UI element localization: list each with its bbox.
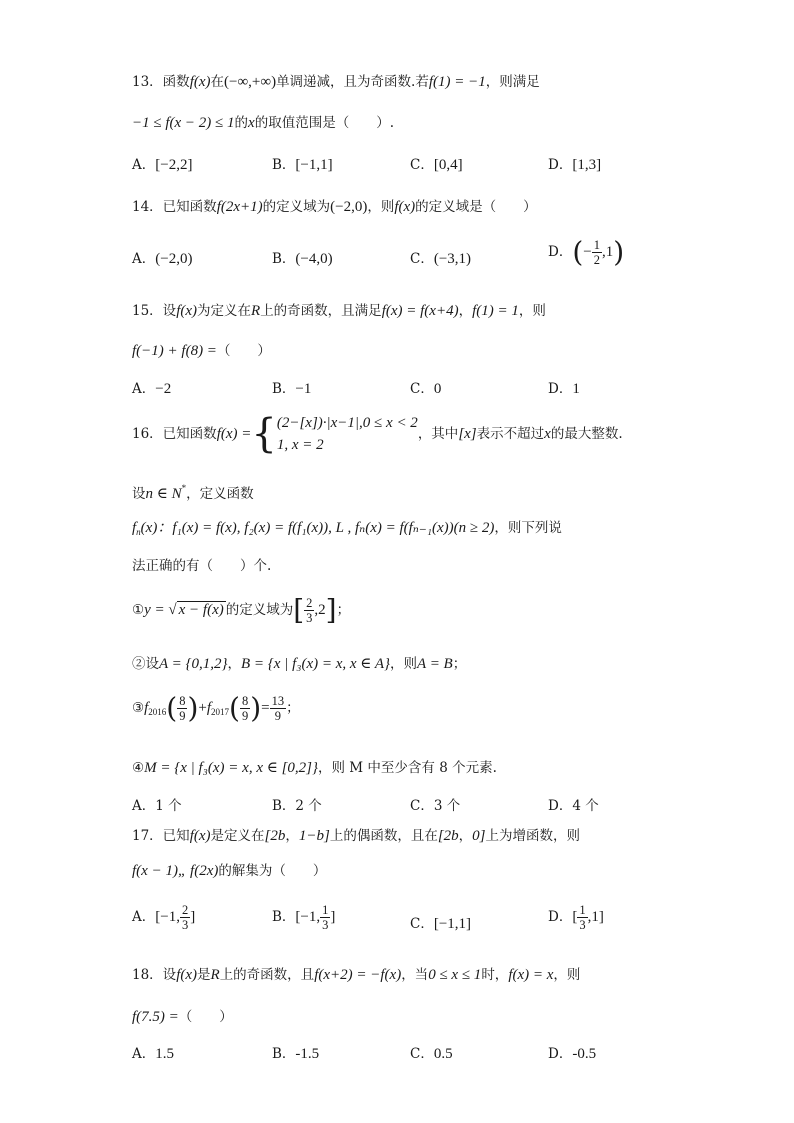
q14-option-a[interactable] <box>132 248 192 270</box>
q16-text-e: 设 <box>132 486 146 502</box>
q16-item1-marker: ① <box>132 602 145 618</box>
option-label: C． <box>410 381 434 397</box>
q13-option-d[interactable] <box>548 154 601 176</box>
q16-case2: 1, x = 2 <box>276 437 324 453</box>
option-label: D． <box>548 381 573 397</box>
q14-option-d[interactable] <box>548 235 625 269</box>
q17-line1 <box>132 825 732 847</box>
q15-text-f: （ ） <box>216 343 271 359</box>
q16-fx: f(x) = <box>216 426 252 442</box>
q15-option-c[interactable] <box>410 378 441 400</box>
q13-line2 <box>132 112 732 134</box>
q16-nN: n ∈ N <box>145 486 182 502</box>
option-text: (−2,0) <box>155 251 193 267</box>
bracket-right: ] <box>325 593 337 627</box>
option-label: B． <box>272 798 296 814</box>
numerator: 13 <box>271 694 285 708</box>
option-label: B． <box>272 1046 296 1062</box>
plus-sign: + <box>198 700 207 716</box>
option-pre: [ <box>572 909 578 925</box>
q17-text-a: 17．已知 <box>132 828 190 844</box>
q17-text-g: 的解集为（ ） <box>218 863 327 879</box>
q13-text-f: 的取值范围是（ ）. <box>254 115 394 131</box>
q16-item3-sub1: 2016 <box>148 707 167 717</box>
q16-item3-f2: f <box>206 700 212 716</box>
option-label: B． <box>272 909 296 925</box>
q17-text-d: 上的偶函数，且在 <box>329 828 438 844</box>
q15-R: R <box>251 303 261 319</box>
denominator: 9 <box>274 709 282 723</box>
q16-item2 <box>132 653 732 675</box>
q16-text-d: 的最大整数. <box>550 426 623 442</box>
q14-text-c: ，则 <box>367 199 395 215</box>
q16-line2 <box>132 477 732 505</box>
option-text: 0.5 <box>433 1046 453 1062</box>
option-label: D． <box>548 798 573 814</box>
q18-R: R <box>210 967 220 983</box>
q16-option-a[interactable] <box>132 795 182 817</box>
q17-sep1: ， <box>285 828 299 844</box>
q18-text-d: ，当 <box>401 967 429 983</box>
q16-text-g: ，则下列说 <box>494 520 562 536</box>
option-text: -0.5 <box>572 1046 597 1062</box>
denominator: 3 <box>306 611 313 625</box>
option-label: B． <box>272 381 296 397</box>
q18-option-d[interactable] <box>548 1043 596 1065</box>
option-label: A． <box>132 157 156 173</box>
option-text: [−2,2] <box>155 157 193 173</box>
q18-text-f: ，则 <box>553 967 581 983</box>
q16-line4 <box>132 555 732 577</box>
option-text: 3 个 <box>433 798 461 814</box>
q16-item1-text: 的定义域为 <box>225 602 294 618</box>
q15-line2 <box>132 340 732 362</box>
fraction <box>270 694 287 723</box>
fraction <box>304 596 314 625</box>
q16-item4 <box>132 757 732 779</box>
numerator: 8 <box>179 694 186 708</box>
option-label: A． <box>132 381 156 397</box>
option-text: −2 <box>155 381 172 397</box>
q16-text-h: 法正确的有（ ）个. <box>132 558 272 574</box>
sqrt-sign: √ <box>168 602 177 618</box>
q14-text-d: 的定义域是（ ） <box>415 199 537 215</box>
option-text: 1 <box>572 381 580 397</box>
option-label: C． <box>410 157 434 173</box>
q16-item1-y: y = <box>144 602 169 618</box>
q15-option-b[interactable] <box>272 378 311 400</box>
paren-left: ( <box>572 235 584 269</box>
option-label: C． <box>410 798 434 814</box>
q18-text-g: （ ） <box>178 1009 233 1025</box>
q16-option-d[interactable] <box>548 795 599 817</box>
q16-set-B: B = {x | f₃(x) = x, x ∈ A} <box>241 656 391 672</box>
denominator: 3 <box>181 918 189 932</box>
paren-right: ) <box>250 691 262 725</box>
q16-item1-end: ； <box>336 602 351 618</box>
q13-text-d: ，则满足 <box>485 74 540 90</box>
q13-text-e: 的 <box>234 115 249 131</box>
q14-line1 <box>132 196 732 218</box>
q16-item2-text: ，则 <box>390 656 418 672</box>
option-text: −1 <box>295 381 312 397</box>
q15-option-a[interactable] <box>132 378 171 400</box>
q15-text-e: ，则 <box>518 303 546 319</box>
q18-condition: 0 ≤ x ≤ 1 <box>428 967 482 983</box>
fraction <box>177 694 187 723</box>
q17-option-b[interactable] <box>272 903 335 932</box>
q17-interval2-right: 0] <box>472 828 486 844</box>
q13-condition: f(1) = −1 <box>428 74 486 90</box>
option-text: (−3,1) <box>433 251 472 267</box>
q13-interval: (−∞,+∞) <box>224 74 277 90</box>
q15-text-a: 15．设 <box>132 303 177 319</box>
option-text: [0,4] <box>433 157 463 173</box>
q16-case1: (2−[x])·|x−1|,0 ≤ x < 2 <box>276 415 418 431</box>
option-text: 2 个 <box>295 798 322 814</box>
q16-var-x: x <box>544 426 551 442</box>
q15-f1: f(1) = 1 <box>472 303 519 319</box>
q16-line3 <box>132 517 732 543</box>
q16-text-f: ，定义函数 <box>186 486 254 502</box>
q17-option-d[interactable] <box>548 903 604 932</box>
q13-option-a[interactable] <box>132 154 192 176</box>
q17-inequality: f(x − 1)„ f(2x) <box>132 863 219 879</box>
option-text: [1,3] <box>572 157 602 173</box>
numerator: 2 <box>306 596 313 610</box>
numerator: 1 <box>579 903 586 917</box>
fraction <box>320 903 330 932</box>
q16-fnx: (x) <box>140 520 158 536</box>
minus-sign: − <box>583 244 592 260</box>
q14-text-a: 14．已知函数 <box>132 199 217 215</box>
q13-line1 <box>132 71 732 93</box>
option-label: A． <box>132 909 156 925</box>
q16-item4-marker: ④ <box>132 760 145 776</box>
q16-item3-sub2: 2017 <box>211 707 230 717</box>
option-label: C． <box>410 1046 434 1062</box>
q17-option-a[interactable] <box>132 903 195 932</box>
q14-option-b[interactable] <box>272 248 333 270</box>
q17-interval-right: 1−b] <box>298 828 330 844</box>
option-label: A． <box>132 251 156 267</box>
q16-item2-end: ； <box>452 656 467 672</box>
denominator: 9 <box>241 709 249 723</box>
q17-text-b: 是定义在 <box>210 828 265 844</box>
paren-left: ( <box>166 691 178 725</box>
q14-text-b: 的定义域为 <box>262 199 331 215</box>
q13-option-c[interactable] <box>410 154 463 176</box>
q18-fx-def: f(x) = x <box>508 967 554 983</box>
q16-item3-end: ； <box>286 700 300 716</box>
option-text: [−1,1] <box>433 916 472 932</box>
option-post: ] <box>330 909 336 925</box>
q15-periodic: f(x) = f(x+4) <box>381 303 459 319</box>
q16-fn: f <box>132 520 137 536</box>
q17-option-c[interactable] <box>410 913 471 935</box>
q18-line2 <box>132 1006 732 1028</box>
q16-item2-marker: ②设 <box>132 656 159 672</box>
q13-text-a: 13．函数 <box>132 74 190 90</box>
q16-n: n <box>136 527 141 537</box>
q16-item1-radicand: x − f(x) <box>178 602 224 618</box>
option-pre: [−1, <box>295 909 321 925</box>
q16-text-a: 16．已知函数 <box>132 426 217 442</box>
q15-line1 <box>132 300 732 322</box>
option-label: D． <box>548 244 573 260</box>
q16-set-A: A = {0,1,2} <box>159 656 228 672</box>
numerator: 1 <box>322 903 329 917</box>
q16-definition: ：f₁(x) = f(x), f₂(x) = f(f₁(x)), L , fₙ(x) = f(fₙ₋₁(x))(n ≥ 2) <box>157 520 495 536</box>
option-pre: [−1, <box>155 909 180 925</box>
q14-option-c[interactable] <box>410 248 471 270</box>
q15-text-d: ， <box>458 303 473 319</box>
q15-text-b: 为定义在 <box>197 303 252 319</box>
q15-expression: f(−1) + f(8) = <box>132 343 217 359</box>
option-label: D． <box>548 157 573 173</box>
q16-text-b: ，其中 <box>417 426 459 442</box>
option-post: ] <box>190 909 196 925</box>
option-label: C． <box>410 251 434 267</box>
denominator: 9 <box>179 709 186 723</box>
equals-sign: = <box>261 700 270 716</box>
fraction <box>577 903 587 932</box>
q17-fx: f(x) <box>189 828 211 844</box>
q16-brace: { <box>251 411 277 457</box>
q16-option-b[interactable] <box>272 795 322 817</box>
q15-text-c: 上的奇函数，且满足 <box>260 303 382 319</box>
q18-text-a: 18．设 <box>132 967 177 983</box>
bracket-left: [ <box>293 593 305 627</box>
fraction <box>240 694 250 723</box>
fraction <box>592 238 602 267</box>
q17-sep2: ， <box>458 828 473 844</box>
paren-right: ) <box>613 235 625 269</box>
q18-text-e: 时， <box>481 967 509 983</box>
option-post: ,1] <box>587 909 604 925</box>
q18-text-b: 是 <box>197 967 211 983</box>
fraction <box>180 903 190 932</box>
option-label: C． <box>410 916 434 932</box>
q18-line1 <box>132 964 732 986</box>
option-label: A． <box>132 1046 156 1062</box>
q16-star: * <box>181 483 187 493</box>
numerator: 2 <box>181 903 189 917</box>
q16-line1 <box>132 412 732 460</box>
option-text: [−1,1] <box>295 157 333 173</box>
comma-one: ,1 <box>601 244 614 260</box>
q18-relation: f(x+2) = −f(x) <box>314 967 402 983</box>
q13-var-x: x <box>248 115 255 131</box>
q16-text-c: 表示不超过 <box>476 426 545 442</box>
q13-text-c: 单调递减，且为奇函数.若 <box>276 74 429 90</box>
q16-item2-eq: A = B <box>417 656 453 672</box>
q16-set-M: M = {x | f₃(x) = x, x ∈ [0,2]} <box>144 760 319 776</box>
option-label: B． <box>272 251 296 267</box>
numerator: 8 <box>241 694 249 708</box>
paren-right: ) <box>187 691 199 725</box>
q16-option-c[interactable] <box>410 795 460 817</box>
q18-option-b[interactable] <box>272 1043 319 1065</box>
q18-option-a[interactable] <box>132 1043 174 1065</box>
q18-fx: f(x) <box>176 967 198 983</box>
q17-interval-left: [2b <box>264 828 286 844</box>
q16-item2-sep: ， <box>227 656 242 672</box>
q13-fx: f(x) <box>189 74 211 90</box>
paren-left: ( <box>229 691 240 725</box>
numerator: 1 <box>593 238 600 252</box>
q13-text-b: 在 <box>210 74 225 90</box>
q18-expression: f(7.5) = <box>132 1009 179 1025</box>
q17-interval2-left: [2b <box>437 828 459 844</box>
q16-item3 <box>132 691 732 736</box>
q17-text-f: 上为增函数，则 <box>485 828 581 844</box>
option-text: (−4,0) <box>295 251 333 267</box>
option-text: 0 <box>433 381 442 397</box>
option-text: -1.5 <box>295 1046 320 1062</box>
q15-option-d[interactable] <box>548 378 580 400</box>
q14-fx: f(x) <box>394 199 416 215</box>
q17-line2 <box>132 860 732 882</box>
option-label: D． <box>548 1046 573 1062</box>
q13-inequality: −1 ≤ f(x − 2) ≤ 1 <box>132 115 235 131</box>
q15-fx: f(x) <box>176 303 198 319</box>
q14-domain: (−2,0) <box>330 199 368 215</box>
q16-item1 <box>132 593 732 636</box>
option-text: 1.5 <box>155 1046 174 1062</box>
q16-cases <box>277 412 418 456</box>
option-label: B． <box>272 157 296 173</box>
q16-item3-marker: ③ <box>132 700 145 716</box>
denominator: 3 <box>579 918 586 932</box>
q18-option-c[interactable] <box>410 1043 453 1065</box>
q16-item4-text: ，则 M 中至少含有 8 个元素. <box>318 760 497 776</box>
q16-item3-f1: f <box>144 700 149 716</box>
q14-function: f(2x+1) <box>216 199 263 215</box>
option-text: 4 个 <box>572 798 599 814</box>
denominator: 3 <box>322 918 329 932</box>
option-label: D． <box>548 909 573 925</box>
q16-item1-upper: ,2 <box>314 602 326 618</box>
option-label: A． <box>132 798 156 814</box>
option-text: 1 个 <box>155 798 182 814</box>
q16-floor: [x] <box>458 426 477 442</box>
q18-text-c: 上的奇函数，且 <box>219 967 315 983</box>
denominator: 2 <box>593 253 600 267</box>
q13-option-b[interactable] <box>272 154 333 176</box>
